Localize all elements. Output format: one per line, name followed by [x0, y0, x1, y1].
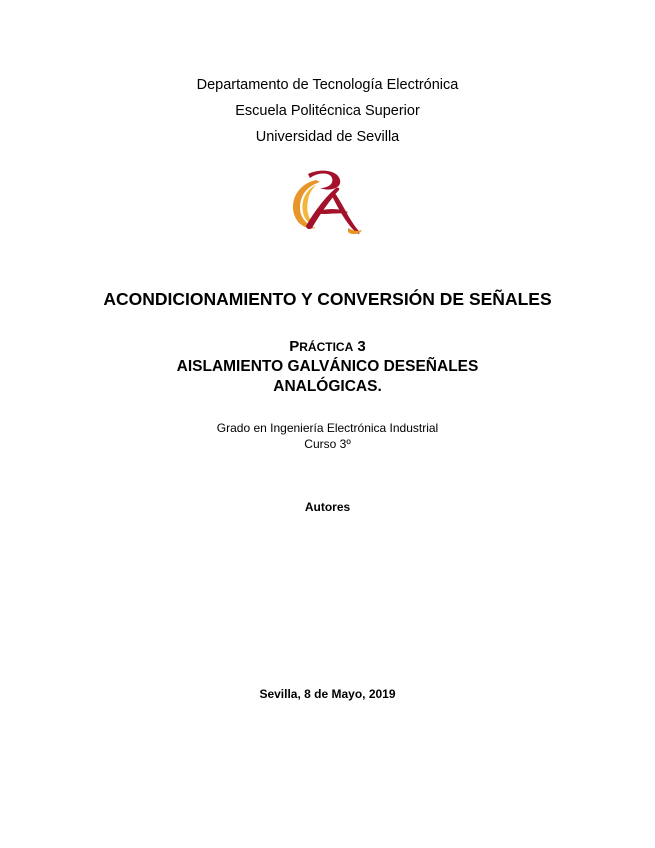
practica-heading — [0, 338, 655, 355]
authors-label: Autores — [304, 500, 351, 514]
university-logo-icon — [286, 166, 366, 238]
subtitle-line-2: ANALÓGICAS. — [273, 378, 382, 395]
document-date: Sevilla, 8 de Mayo, 2019 — [259, 687, 396, 701]
degree-name: Grado en Ingeniería Electrónica Industrial — [216, 421, 439, 435]
main-title: ACONDICIONAMIENTO Y CONVERSIÓN DE SEÑALES — [103, 289, 552, 309]
course-year: Curso 3º — [304, 437, 351, 451]
department-name: Departamento de Tecnología Electrónica — [196, 77, 459, 93]
subtitle-line-1: AISLAMIENTO GALVÁNICO DESEÑALES — [176, 358, 479, 375]
university-name: Universidad de Sevilla — [255, 129, 400, 145]
practica-rest: RÁCTICA — [299, 340, 354, 354]
practica-number: 3 — [353, 338, 366, 355]
practica-first-letter: P — [289, 338, 300, 355]
school-name: Escuela Politécnica Superior — [235, 103, 420, 119]
